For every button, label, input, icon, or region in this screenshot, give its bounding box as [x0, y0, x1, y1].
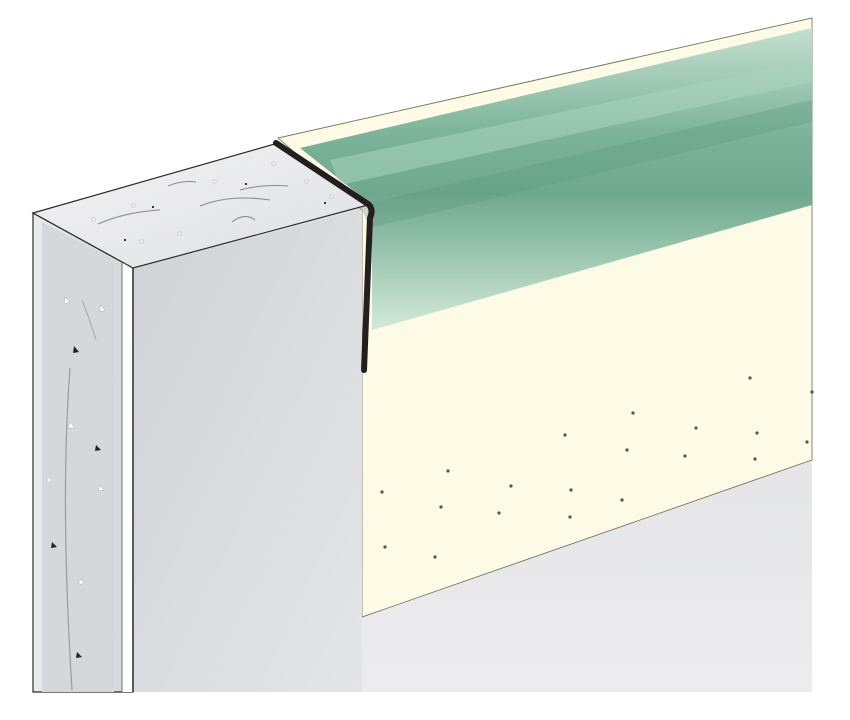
- fastener-dot-icon: [810, 390, 813, 393]
- fastener-dot-icon: [631, 411, 634, 414]
- fastener-dot-icon: [433, 555, 436, 558]
- fastener-dot-icon: [753, 457, 756, 460]
- fastener-dot-icon: [446, 469, 449, 472]
- fastener-dot-icon: [380, 490, 383, 493]
- fastener-dot-icon: [805, 440, 808, 443]
- fastener-dot-icon: [563, 433, 566, 436]
- stud-side-strip: [122, 262, 133, 692]
- fastener-dot-icon: [748, 376, 751, 379]
- fastener-dot-icon: [383, 545, 386, 548]
- fastener-dot-icon: [625, 448, 628, 451]
- stud-front-face: [133, 210, 362, 692]
- fastener-dot-icon: [683, 454, 686, 457]
- fastener-dot-icon: [509, 484, 512, 487]
- fastener-dot-icon: [568, 515, 571, 518]
- fastener-dot-icon: [569, 488, 572, 491]
- fastener-dot-icon: [620, 498, 623, 501]
- fastener-dot-icon: [694, 426, 697, 429]
- fastener-dot-icon: [497, 511, 500, 514]
- fastener-dot-icon: [755, 431, 758, 434]
- stud-side-inner: [42, 222, 114, 692]
- fastener-dot-icon: [439, 505, 442, 508]
